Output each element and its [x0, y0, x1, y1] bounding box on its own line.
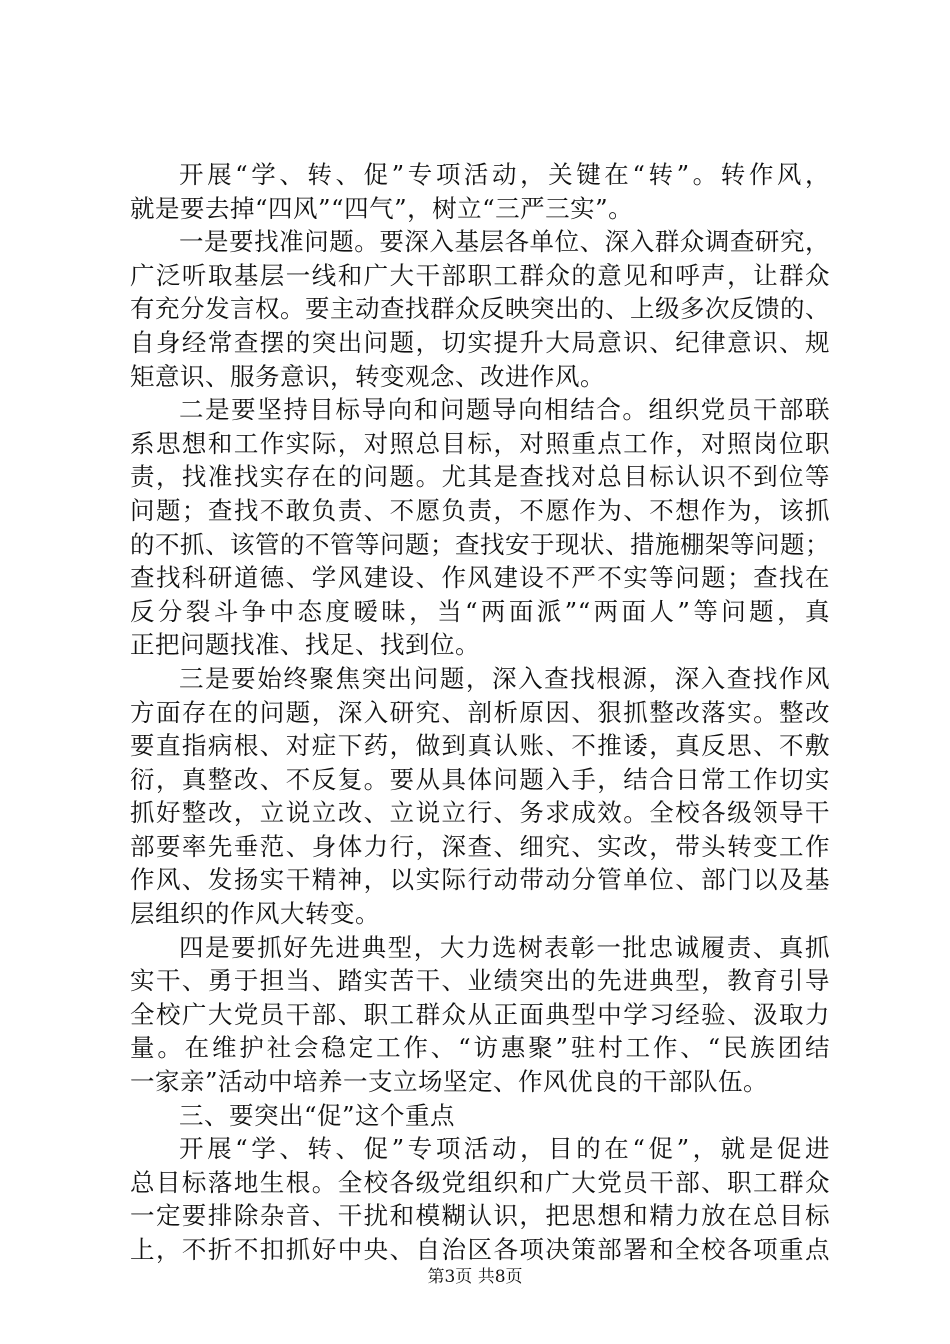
text-line: 实干、勇于担当、踏实苦干、业绩突出的先进典型，教育引导 — [130, 966, 830, 996]
text-line: 正把问题找准、找足、找到位。 — [130, 630, 480, 660]
text-line: 问题；查找不敢负责、不愿负责，不愿作为、不想作为，该抓 — [130, 495, 830, 525]
text-line: 矩意识、服务意识，转变观念、改进作风。 — [130, 361, 605, 391]
text-line: 三是要始终聚焦突出问题，深入查找根源，深入查找作风 — [179, 663, 830, 693]
text-line: 的不抓、该管的不管等问题；查找安于现状、措施棚架等问题； — [130, 529, 830, 559]
text-line: 开展“学、转、促”专项活动，关键在“转”。转作风， — [179, 160, 830, 189]
text-line: 反分裂斗争中态度暧昧，当“两面派”“两面人”等问题，真 — [130, 596, 830, 626]
text-line: 全校广大党员干部、职工群众从正面典型中学习经验、汲取力 — [130, 999, 830, 1029]
text-line: 部要率先垂范、身体力行，深查、细究、实改，带头转变工作 — [130, 831, 830, 861]
text-line: 总目标落地生根。全校各级党组织和广大党员干部、职工群众 — [130, 1167, 830, 1197]
text-line: 就是要去掉“四风”“四气”，树立“三严三实”。 — [130, 193, 634, 223]
text-line: 查找科研道德、学风建设、作风建设不严不实等问题；查找在 — [130, 563, 830, 593]
text-line: 自身经常查摆的突出问题，切实提升大局意识、纪律意识、规 — [130, 327, 830, 357]
text-line: 一家亲”活动中培养一支立场坚定、作风优良的干部队伍。 — [130, 1067, 769, 1097]
text-line: 衍，真整改、不反复。要从具体问题入手，结合日常工作切实 — [130, 764, 830, 794]
text-line: 有充分发言权。要主动查找群众反映突出的、上级多次反馈的、 — [130, 294, 830, 324]
text-line: 广泛听取基层一线和广大干部职工群众的意见和呼声，让群众 — [130, 260, 830, 290]
text-line: 二是要坚持目标导向和问题导向相结合。组织党员干部联 — [179, 395, 830, 425]
text-line: 作风、发扬实干精神，以实际行动带动分管单位、部门以及基 — [130, 865, 830, 895]
text-line: 系思想和工作实际，对照总目标，对照重点工作，对照岗位职 — [130, 428, 830, 458]
text-line: 一定要排除杂音、干扰和模糊认识，把思想和精力放在总目标 — [130, 1201, 830, 1231]
text-line: 四是要抓好先进典型，大力选树表彰一批忠诚履责、真抓 — [179, 932, 830, 962]
text-line: 三、要突出“促”这个重点 — [179, 1100, 456, 1130]
text-line: 抓好整改，立说立改、立说立行、务求成效。全校各级领导干 — [130, 798, 830, 828]
page-footer: 第3页 共8页 — [427, 1267, 523, 1287]
text-line: 开展“学、转、促”专项活动，目的在“促”，就是促进 — [179, 1134, 830, 1164]
text-line: 责，找准找实存在的问题。尤其是查找对总目标认识不到位等 — [130, 462, 830, 492]
text-line: 方面存在的问题，深入研究、剖析原因、狠抓整改落实。整改 — [130, 697, 830, 727]
text-line: 量。在维护社会稳定工作、“访惠聚”驻村工作、“民族团结 — [130, 1033, 830, 1063]
text-line: 要直指病根、对症下药，做到真认账、不推诿，真反思、不敷 — [130, 731, 830, 761]
document-body — [130, 158, 830, 1267]
text-line: 一是要找准问题。要深入基层各单位、深入群众调查研究， — [179, 227, 830, 257]
text-line: 上，不折不扣抓好中央、自治区各项决策部署和全校各项重点 — [130, 1235, 830, 1264]
text-line: 层组织的作风大转变。 — [130, 899, 380, 929]
